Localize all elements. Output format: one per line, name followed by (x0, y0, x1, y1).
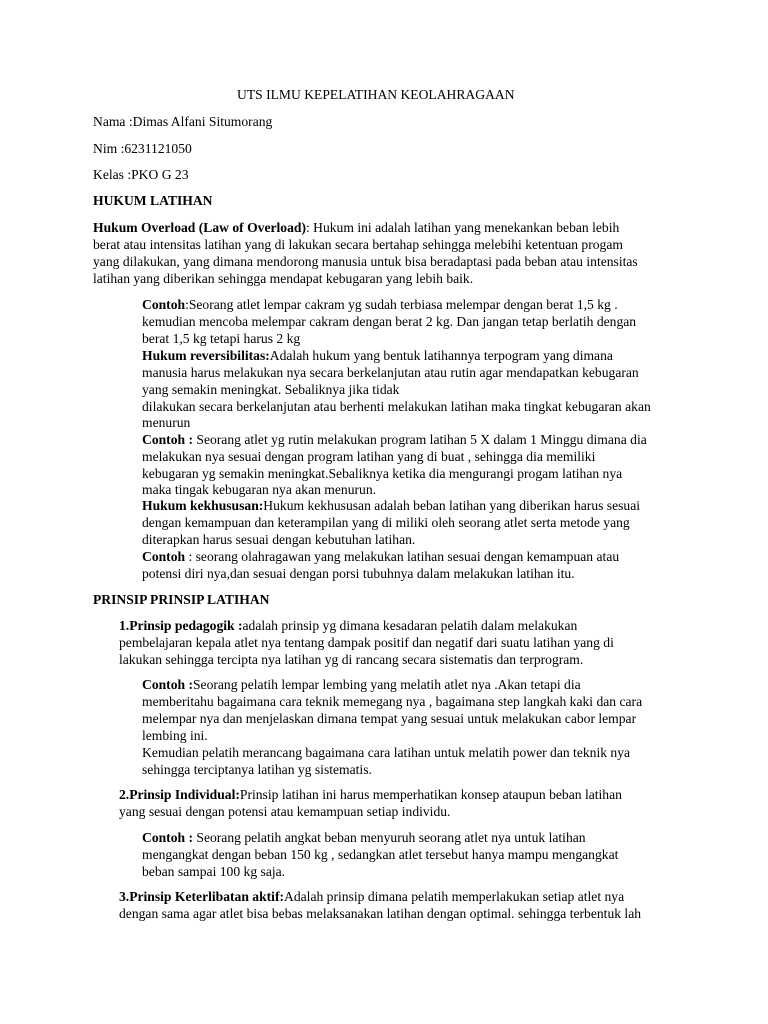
reversibilitas-line: menurun (142, 415, 191, 430)
kekhususan-line: dengan kemampuan dan keterampilan yang di miliki oleh seorang atlet serta metode yang (142, 515, 630, 530)
overload-example-line: Contoh:Seorang atlet lempar cakram yg sudah terbiasa melempar dengan berat 1,5 kg . (142, 297, 618, 312)
individual-example-label: Contoh : (142, 830, 193, 845)
pedagogik-example-label: Contoh : (142, 677, 193, 692)
reversibilitas-line: yang semakin meningkat. Sebaliknya jika tidak (142, 382, 400, 397)
student-nim: Nim :6231121050 (93, 141, 192, 156)
individual-example-line: mengangkat dengan beban 150 kg , sedangkan atlet tersebut hanya mampu mengangkat (142, 847, 619, 862)
reversibilitas-example-line: Contoh : Seorang atlet yg rutin melakukan program latihan 5 X dalam 1 Minggu dimana dia (142, 432, 647, 447)
individual-example-line: beban sampai 100 kg saja. (142, 864, 286, 879)
overload-example-line: berat 1,5 kg tetapi harus 2 kg (142, 331, 301, 346)
section-heading-prinsip-latihan: PRINSIP PRINSIP LATIHAN (93, 592, 270, 607)
kekhususan-example-line: Contoh : seorang olahragawan yang melakukan latihan sesuai dengan kemampuan atau (142, 549, 620, 564)
kekhususan-example-label: Contoh (142, 549, 186, 564)
pedagogik-line: pembelajaran kepala atlet nya tentang dampak positif dan negatif dari suatu latihan yang di (119, 635, 614, 650)
keterlibatan-line: dengan sama agar atlet bisa bebas melaksanakan latihan dengan optimal. sehingga terbentuk lah (119, 906, 642, 921)
overload-paragraph-line: latihan yang diberikan sehingga mendapat kebugaran yang lebih baik. (93, 271, 474, 286)
kekhususan-label: Hukum kekhususan: (142, 498, 264, 513)
pedagogik-label: 1.Prinsip pedagogik : (119, 618, 243, 633)
overload-paragraph-line: yang dilakukan, yang dimana mendorong manusia untuk bisa beradaptasi pada beban atau intensitas (93, 254, 638, 269)
kekhususan-line: diterapkan harus sesuai dengan kebutuhan latihan. (142, 532, 416, 547)
pedagogik-line: 1.Prinsip pedagogik :adalah prinsip yg dimana kesadaran pelatih dalam melakukan (119, 618, 578, 633)
kekhususan-line: Hukum kekhususan:Hukum kekhususan adalah beban latihan yang diberikan harus sesuai (142, 498, 641, 513)
pedagogik-example-line: sehingga terciptanya latihan yg sistematis. (142, 762, 372, 777)
pedagogik-example-line: memberitahu bagaimana cara teknik memegang nya , bagaimana step langkah kaki dan cara (142, 694, 643, 709)
overload-example-label: Contoh (142, 297, 186, 312)
section-heading-hukum-latihan: HUKUM LATIHAN (93, 193, 213, 208)
pedagogik-example-line: Kemudian pelatih merancang bagaimana cara latihan untuk melatih power dan teknik nya (142, 745, 631, 760)
keterlibatan-line: 3.Prinsip Keterlibatan aktif:Adalah prinsip dimana pelatih memperlakukan setiap atlet nya (119, 889, 625, 904)
pedagogik-example-line: Contoh :Seorang pelatih lempar lembing yang melatih atlet nya .Akan tetapi dia (142, 677, 581, 692)
reversibilitas-label: Hukum reversibilitas: (142, 348, 270, 363)
individual-line: 2.Prinsip Individual:Prinsip latihan ini harus memperhatikan konsep ataupun beban latihan (119, 787, 622, 802)
kekhususan-example-line: potensi diri nya,dan sesuai dengan porsi tubuhnya dalam melakukan latihan itu. (142, 566, 575, 581)
reversibilitas-line: Hukum reversibilitas:Adalah hukum yang bentuk latihannya terpogram yang dimana (142, 348, 613, 363)
pedagogik-example-line: melempar nya dan menjelaskan dimana tempat yang sesuai untuk melakukan cabor lempar (142, 711, 637, 726)
student-class: Kelas :PKO G 23 (93, 167, 189, 182)
overload-paragraph-line: Hukum Overload (Law of Overload): Hukum ini adalah latihan yang menekankan beban lebih (93, 220, 620, 235)
individual-line: yang sesuai dengan potensi atau kemampuan setiap individu. (119, 804, 451, 819)
pedagogik-example-line: lembing ini. (142, 728, 208, 743)
student-name: Nama :Dimas Alfani Situmorang (93, 114, 273, 129)
individual-label: 2.Prinsip Individual: (119, 787, 240, 802)
individual-example-line: Contoh : Seorang pelatih angkat beban menyuruh seorang atlet nya untuk latihan (142, 830, 586, 845)
overload-example-line: kemudian mencoba melempar cakram dengan berat 2 kg. Dan jangan tetap berlatih dengan (142, 314, 637, 329)
reversibilitas-example-line: maka tingak kebugaran nya akan menurun. (142, 482, 377, 497)
pedagogik-line: lakukan sehingga tercipta nya latihan yg di rancang secara sistematis dan terprogram. (119, 652, 584, 667)
overload-label: Hukum Overload (Law of Overload) (93, 220, 306, 235)
reversibilitas-example-label: Contoh : (142, 432, 193, 447)
overload-paragraph-line: berat atau intensitas latihan yang di lakukan secara bertahap sehingga melebihi ketentuan progam (93, 237, 623, 252)
document-title: UTS ILMU KEPELATIHAN KEOLAHRAGAAN (237, 87, 515, 102)
reversibilitas-line: dilakukan secara berkelanjutan atau berhenti melakukan latihan maka tingkat kebugaran akan (142, 399, 651, 414)
keterlibatan-label: 3.Prinsip Keterlibatan aktif: (119, 889, 285, 904)
reversibilitas-example-line: kebugaran yg semakin meningkat.Sebaliknya ketika dia mengurangi progam latihan nya (142, 466, 623, 481)
reversibilitas-example-line: melakukan nya sesuai dengan program latihan yang di buat , sehingga dia memiliki (142, 449, 596, 464)
reversibilitas-line: manusia harus melakukan nya secara berkelanjutan atau rutin agar mendapatkan kebugaran (142, 365, 639, 380)
